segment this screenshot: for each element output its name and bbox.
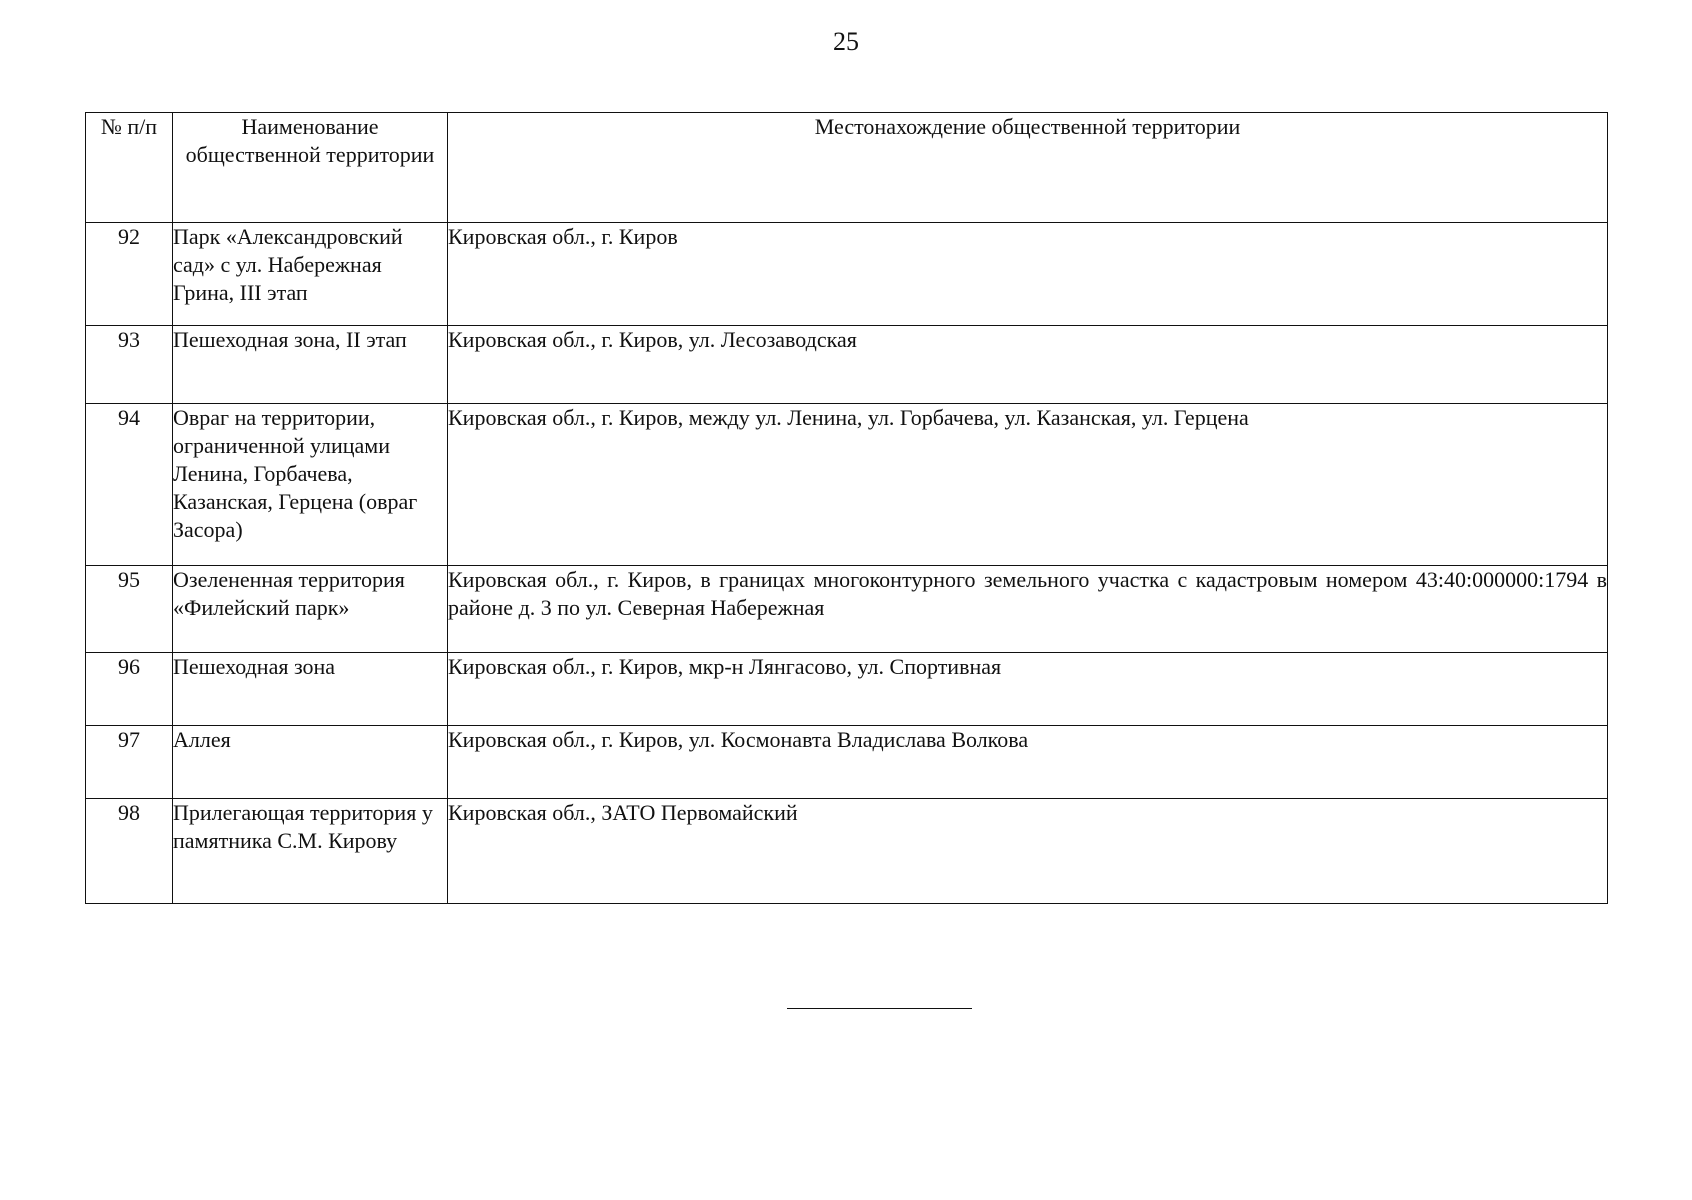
territories-table [85, 112, 1608, 904]
table-row [86, 566, 1608, 653]
row-number: 97 [86, 726, 173, 799]
territory-location: Кировская обл., г. Киров [448, 223, 1608, 326]
header-name: Наименование общественной территории [173, 113, 448, 223]
territory-location: Кировская обл., ЗАТО Первомайский [448, 799, 1608, 904]
row-number: 93 [86, 326, 173, 404]
territory-location: Кировская обл., г. Киров, в границах многоконтурного земельного участка с кадастровым номером 43:40:000000:1794 в районе д. 3 по ул. Северная Набережная [448, 566, 1608, 653]
row-number: 96 [86, 653, 173, 726]
territory-name: Овраг на территории, ограниченной улицами Ленина, Горбачева, Казанская, Герцена (овраг Засора) [173, 404, 448, 566]
table-header-row [86, 113, 1608, 223]
territory-location: Кировская обл., г. Киров, ул. Лесозаводская [448, 326, 1608, 404]
row-number: 95 [86, 566, 173, 653]
row-number: 92 [86, 223, 173, 326]
table-row [86, 726, 1608, 799]
table-row [86, 326, 1608, 404]
end-of-document-rule [787, 1008, 972, 1009]
territory-location: Кировская обл., г. Киров, между ул. Ленина, ул. Горбачева, ул. Казанская, ул. Герцена [448, 404, 1608, 566]
table-row [86, 223, 1608, 326]
table-row [86, 799, 1608, 904]
territory-name: Прилегающая территория у памятника С.М. Кирову [173, 799, 448, 904]
territory-name: Аллея [173, 726, 448, 799]
territory-name: Пешеходная зона, II этап [173, 326, 448, 404]
territory-location: Кировская обл., г. Киров, мкр-н Лянгасово, ул. Спортивная [448, 653, 1608, 726]
territory-name: Озелененная территория «Филейский парк» [173, 566, 448, 653]
page-number: 25 [833, 27, 859, 56]
table-row [86, 404, 1608, 566]
row-number: 98 [86, 799, 173, 904]
territory-location: Кировская обл., г. Киров, ул. Космонавта Владислава Волкова [448, 726, 1608, 799]
row-number: 94 [86, 404, 173, 566]
header-number: № п/п [86, 113, 173, 223]
header-location: Местонахождение общественной территории [448, 113, 1608, 223]
territory-name: Парк «Александровский сад» с ул. Набережная Грина, III этап [173, 223, 448, 326]
territory-name: Пешеходная зона [173, 653, 448, 726]
table-row [86, 653, 1608, 726]
